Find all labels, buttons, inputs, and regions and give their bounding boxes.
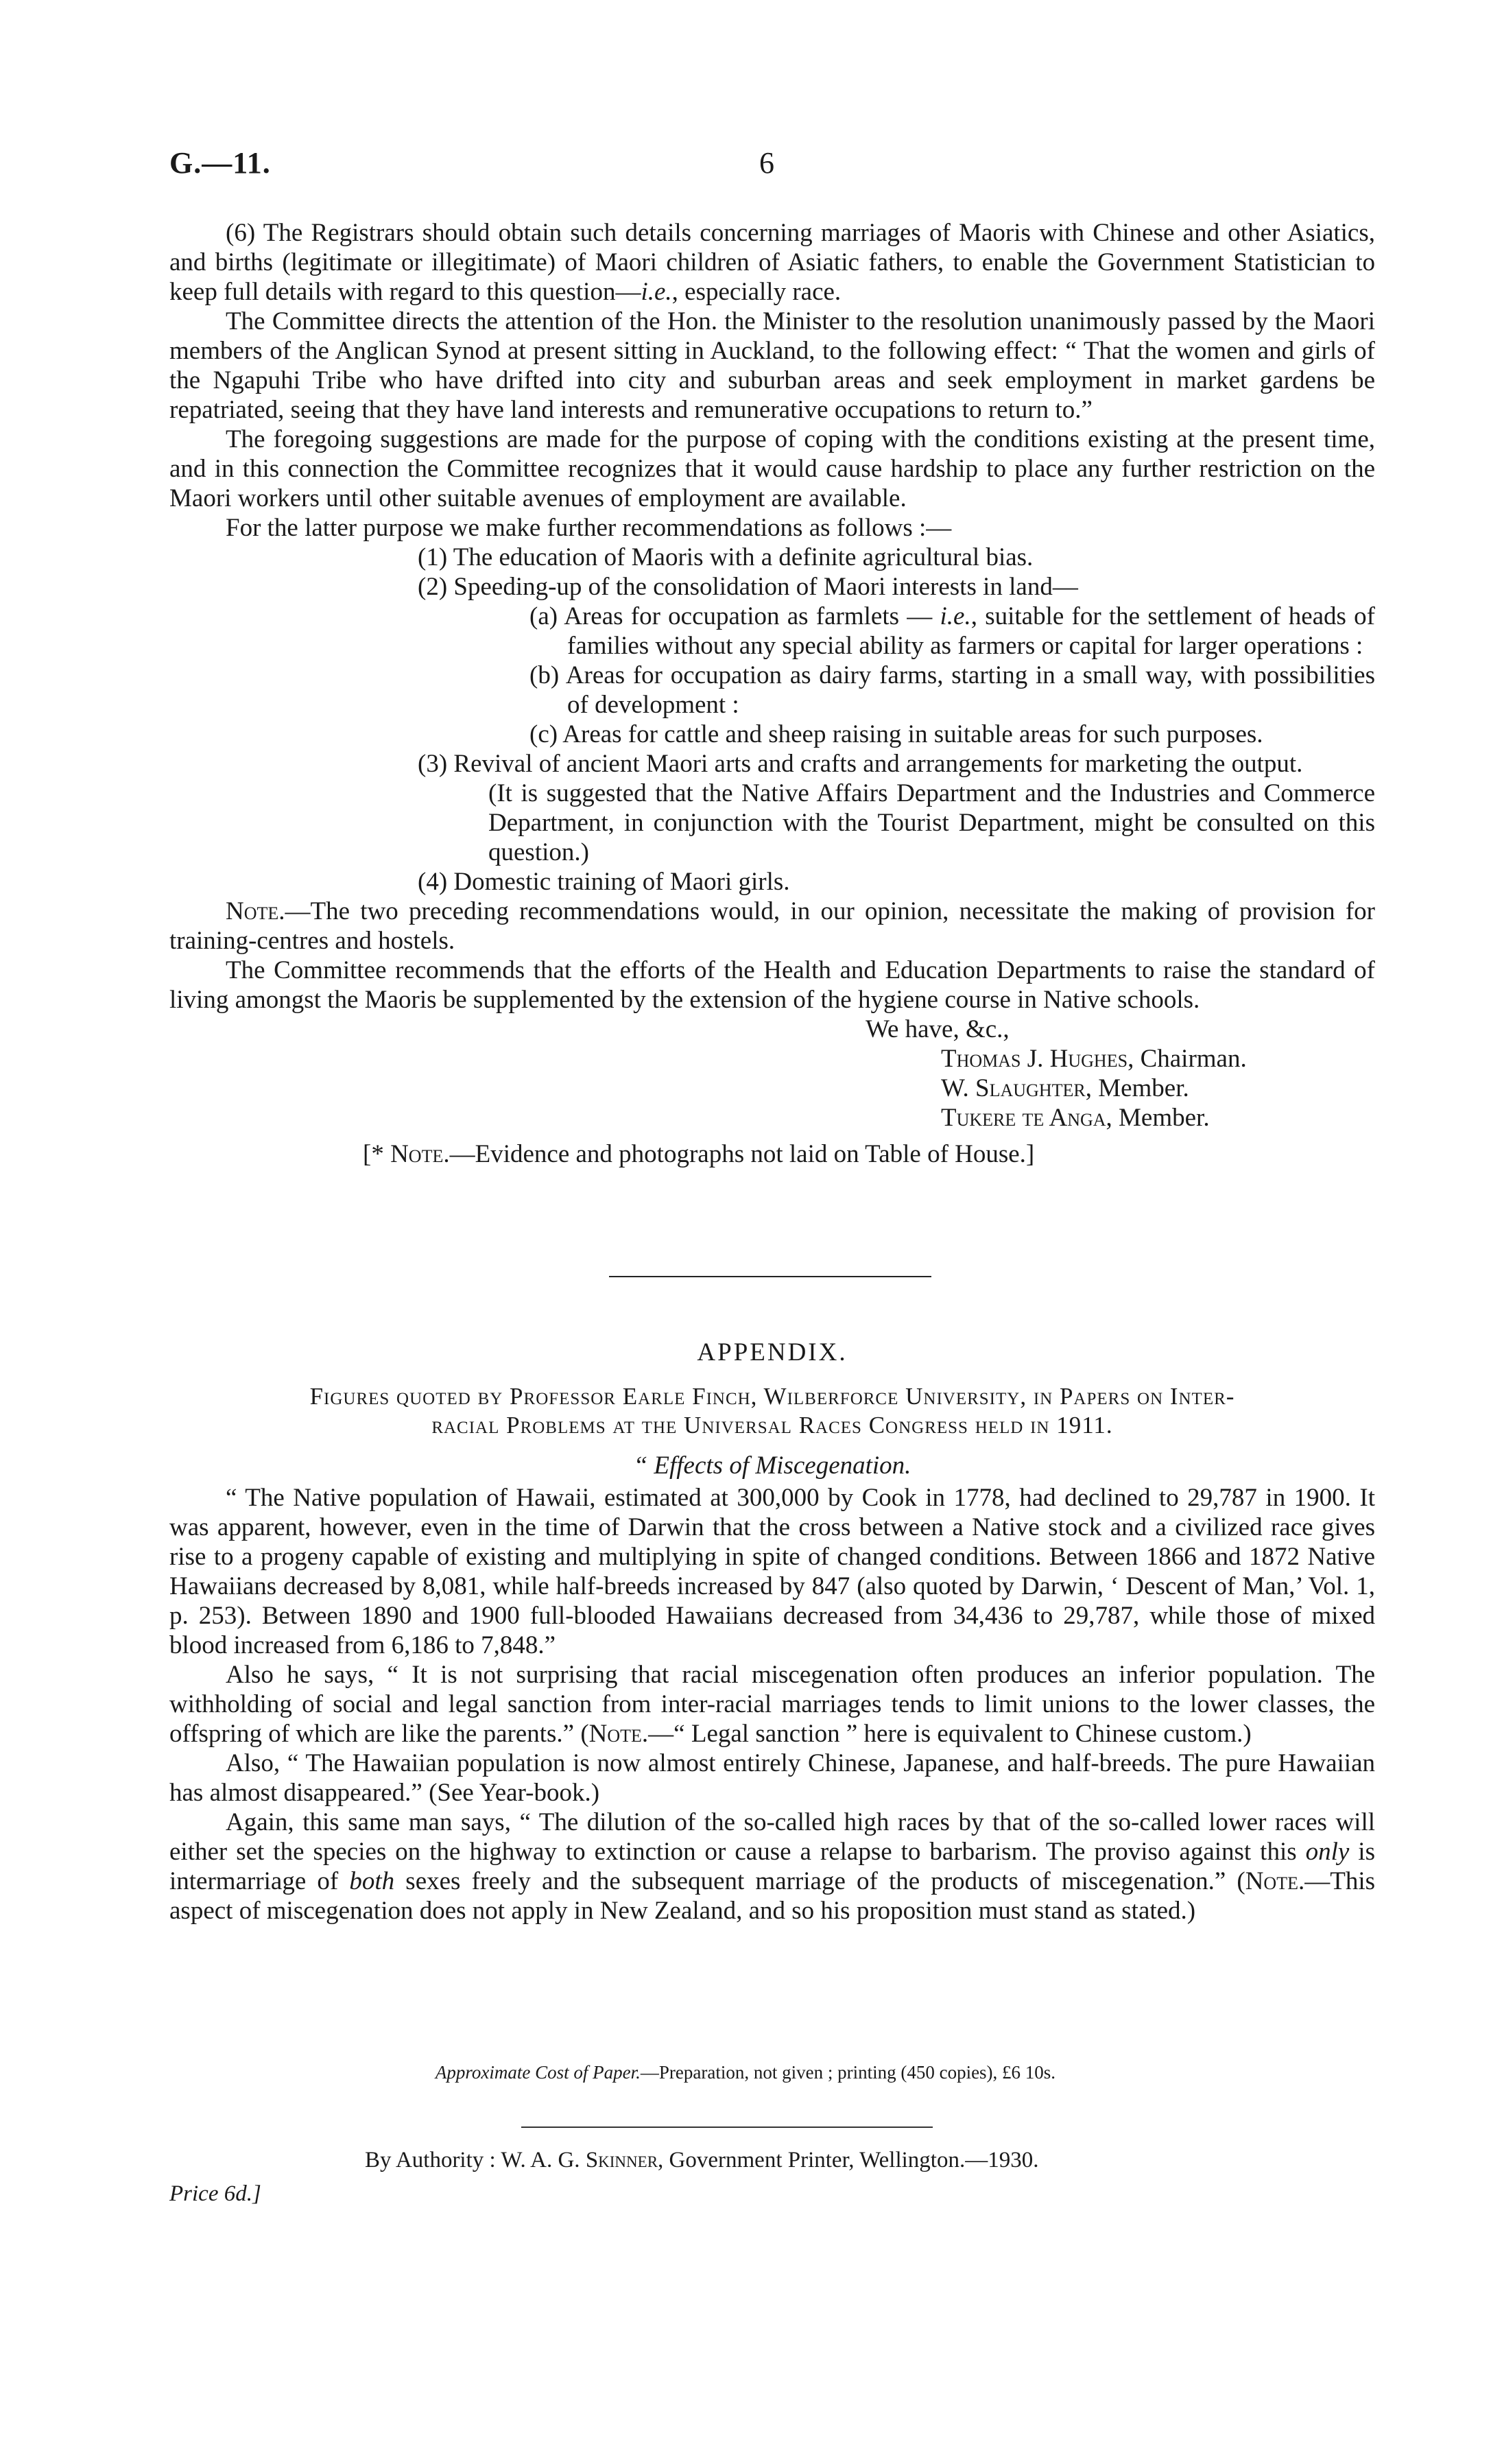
appendix-paragraph-2: Also he says, “ It is not surprising that racial miscegenation often produces an inferior population. The withholding of social and legal sanction from inter-racial marriages tends to limit unions to the lower classes, the offspring of which are like the parents.” (Note.—“ Legal sanction ” here is equivalent to Chinese custom.)	[169, 1661, 1375, 1748]
signer-member-2: Tukere te Anga, Member.	[941, 1104, 1210, 1132]
report-body	[169, 218, 1375, 1169]
paragraph-hygiene: The Committee recommends that the efforts of the Health and Education Departments to raise the standard of living amongst the Maoris be supplemented by the extension of the hygiene course in Native schools.	[169, 956, 1375, 1014]
evidence-note: [* Note.—Evidence and photographs not laid on Table of House.]	[363, 1140, 1035, 1168]
paragraph-committee-directs: The Committee directs the attention of the Hon. the Minister to the resolution unanimously passed by the Maori members of the Anglican Synod at present sitting in Auckland, to the following effect: “ That the women and girls of the Ngapuhi Tribe who have drifted into city and suburban areas and seek employment in market gardens be repatriated, seeing that they have land interests and remunerative occupations to return to.”	[169, 307, 1375, 424]
recommendation-2: (2) Speeding-up of the consolidation of Maori interests in land—	[418, 573, 1078, 601]
page-number: 6	[759, 146, 774, 180]
appendix-paragraph-1: “ The Native population of Hawaii, estimated at 300,000 by Cook in 1778, had declined to 29,787 in 1900. It was apparent, however, even in the time of Darwin that the cross between a Native stock and a civilized race gives rise to a progeny capable of existing and multiplying in spite of changed conditions. Between 1866 and 1872 Native Hawaiians decreased by 8,081, while half-breeds increased by 847 (also quoted by Darwin, ‘ Descent of Man,’ Vol. 1, p. 253). Between 1890 and 1900 full-blooded Hawaiians decreased from 34,436 to 29,787, while those of mixed blood increased from 6,186 to 7,848.”	[169, 1484, 1375, 1659]
footer-divider	[521, 2127, 933, 2128]
sign-off: We have, &c.,	[866, 1015, 1010, 1043]
document-reference: G.—11.	[169, 146, 271, 180]
appendix-title: APPENDIX.	[697, 1338, 848, 1366]
section-divider	[609, 1276, 931, 1277]
signer-chairman: Thomas J. Hughes, Chairman.	[941, 1045, 1247, 1073]
appendix-subtitle-line-1: Figures quoted by Professor Earle Finch, Wilberforce University, in Papers on Inter-	[309, 1383, 1235, 1410]
note-training-centres: Note.—The two preceding recommendations would, in our opinion, necessitate the making of provision for training-centres and hostels.	[169, 897, 1375, 955]
recommendation-1: (1) The education of Maoris with a definite agricultural bias.	[418, 543, 1034, 571]
recommendation-3: (3) Revival of ancient Maori arts and crafts and arrangements for marketing the output.	[418, 750, 1303, 778]
recommendation-2b: (b) Areas for occupation as dairy farms, starting in a small way, with possibilities of development :	[529, 661, 1375, 719]
appendix-subtitle-line-2: racial Problems at the Universal Races Congress held in 1911.	[431, 1412, 1113, 1438]
recommendation-4: (4) Domestic training of Maori girls.	[418, 868, 790, 896]
section-title: “ Effects of Miscegenation.	[633, 1452, 911, 1480]
printer-authority: By Authority : W. A. G. Skinner, Government Printer, Wellington.—1930.	[365, 2148, 1039, 2172]
paragraph-registrars: (6) The Registrars should obtain such details concerning marriages of Maoris with Chinese and other Asiatics, and births (legitimate or illegitimate) of Maori children of Asiatic fathers, to enable the Government Statistician to keep full details with regard to this question—i.e., especially race.	[169, 219, 1375, 306]
paragraph-foregoing: The foregoing suggestions are made for the purpose of coping with the conditions existing at the present time, and in this connection the Committee recognizes that it would cause hardship to place any further restriction on the Maori workers until other suitable avenues of employment are available.	[169, 425, 1375, 512]
paragraph-latter-purpose: For the latter purpose we make further recommendations as follows :—	[226, 514, 952, 542]
recommendation-2a: (a) Areas for occupation as farmlets — i.e., suitable for the settlement of heads of families without any special ability as farmers or capital for larger operations :	[529, 602, 1375, 660]
appendix	[169, 1338, 1375, 1926]
recommendation-3-note: (It is suggested that the Native Affairs Department and the Industries and Commerce Department, in conjunction with the Tourist Department, might be consulted on this question.)	[488, 779, 1375, 866]
signer-member-1: W. Slaughter, Member.	[941, 1074, 1189, 1102]
appendix-paragraph-3: Also, “ The Hawaiian population is now almost entirely Chinese, Japanese, and half-breeds. The pure Hawaiian has almost disappeared.” (See Year-book.)	[169, 1749, 1375, 1807]
price: Price 6d.]	[169, 2181, 261, 2206]
recommendation-2c: (c) Areas for cattle and sheep raising in suitable areas for such purposes.	[529, 720, 1263, 748]
appendix-paragraph-4: Again, this same man says, “ The dilution of the so-called high races by that of the so-called lower races will either set the species on the highway to extinction or cause a relapse to barbarism. The proviso against this only is intermarriage of both sexes freely and the subsequent marriage of the products of miscegenation.” (Note.—This aspect of miscegenation does not apply in New Zealand, and so his proposition must stand as stated.)	[169, 1808, 1375, 1925]
cost-of-paper: Approximate Cost of Paper.—Preparation, not given ; printing (450 copies), £6 10s.	[435, 2062, 1056, 2083]
